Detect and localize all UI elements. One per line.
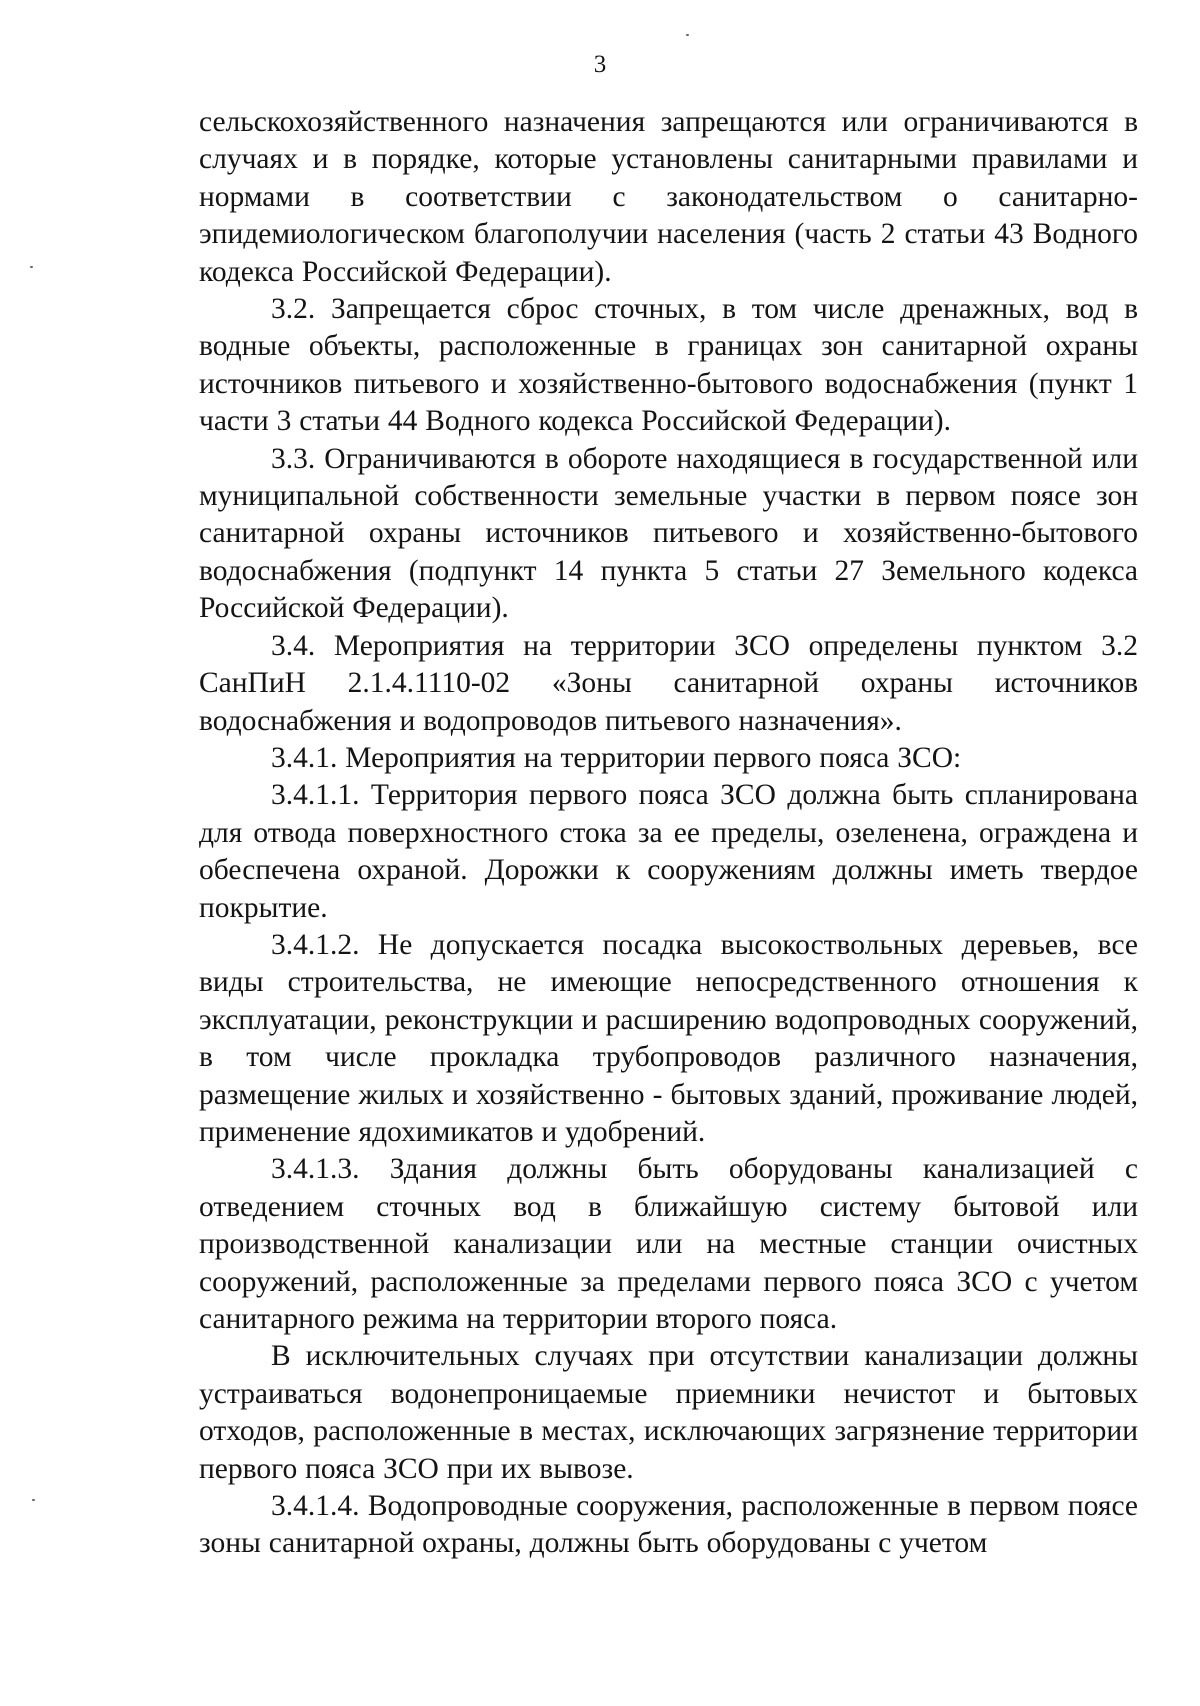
paragraph: 3.4.1.3. Здания должны быть оборудованы канализацией с отведением сточных вод в ближайшую систему бытовой или производственной канализации или на местные станции очистных сооружений, расположенные за пределами первого пояса ЗСО с учетом санитарного режима на территории второго пояса. [199, 1153, 1138, 1335]
scan-speck [32, 1499, 35, 1501]
document-body [199, 104, 1138, 1563]
paragraph: 3.4. Мероприятия на территории ЗСО определены пунктом 3.2 СанПиН 2.1.4.1110-02 «Зоны санитарной охраны источников водоснабжения и водопроводов питьевого назначения». [199, 629, 1138, 737]
page-number: 3 [593, 51, 607, 78]
scan-speck [30, 266, 33, 268]
scan-speck [686, 34, 689, 36]
paragraph: 3.2. Запрещается сброс сточных, в том числе дренажных, вод в водные объекты, расположенные в границах зон санитарной охраны источников питьевого и хозяйственно-бытового водоснабжения (пункт 1 части 3 статьи 44 Водного кодекса Российской Федерации). [199, 293, 1138, 438]
paragraph: 3.4.1.2. Не допускается посадка высокоствольных деревьев, все виды строительства, не имеющие непосредственного отношения к эксплуатации, реконструкции и расширению водопроводных сооружений, в том числе прокладка трубопроводов различного назначения, размещение жилых и хозяйственно - бытовых зданий, проживание людей, применение ядохимикатов и удобрений. [199, 928, 1138, 1148]
paragraph: 3.3. Ограничиваются в обороте находящиеся в государственной или муниципальной собственности земельные участки в первом поясе зон санитарной охраны источников питьевого и хозяйственно-бытового водоснабжения (подпункт 14 пункта 5 статьи 27 Земельного кодекса Российской Федерации). [199, 442, 1138, 625]
paragraph: В исключительных случаях при отсутствии канализации должны устраиваться водонепроницаемые приемники нечистот и бытовых отходов, расположенные в местах, исключающих загрязнение территории первого пояса ЗСО при их вывозе. [199, 1340, 1138, 1485]
paragraph: 3.4.1. Мероприятия на территории первого пояса ЗСО: [271, 741, 962, 774]
paragraph: 3.4.1.1. Территория первого пояса ЗСО должна быть спланирована для отвода поверхностного стока за ее пределы, озеленена, ограждена и обеспечена охраной. Дорожки к сооружениям должны иметь твердое покрытие. [199, 779, 1138, 924]
paragraph: сельскохозяйственного назначения запрещаются или ограничиваются в случаях и в порядке, которые установлены санитарными правилами и нормами в соответствии с законодательством о санитарно-эпидемиологическом благополучии населения (часть 2 статьи 43 Водного кодекса Российской Федерации). [199, 106, 1138, 288]
paragraph: 3.4.1.4. Водопроводные сооружения, расположенные в первом поясе зоны санитарной охраны, должны быть оборудованы с учетом [199, 1490, 1138, 1560]
